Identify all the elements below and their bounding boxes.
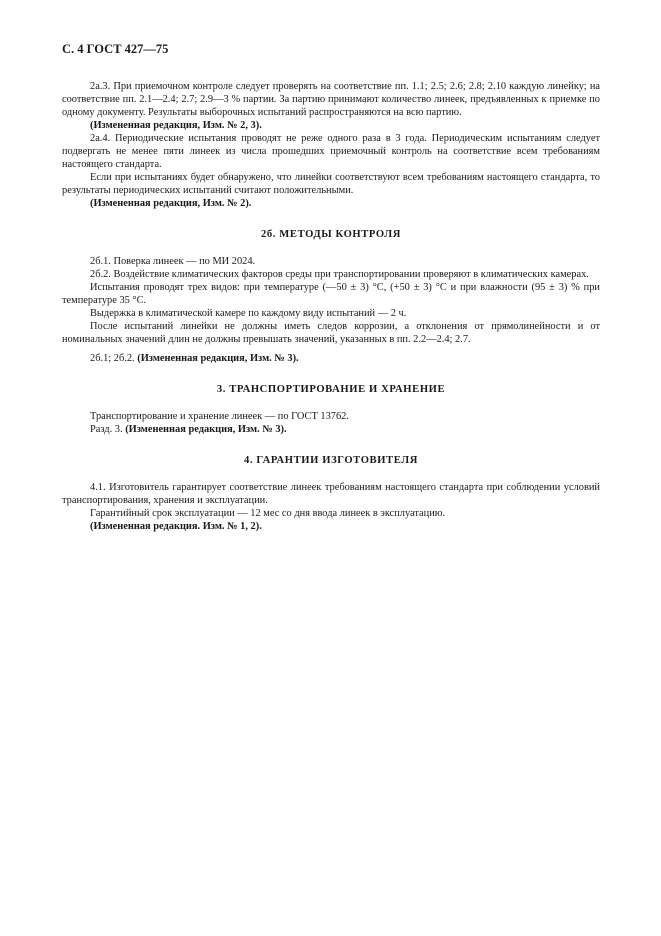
amendment-line-2b [62,352,600,365]
paragraph-2a4: 2а.4. Периодические испытания проводят не реже одного раза в 3 года. Периодическим испытаниям следует подвергать не менее пяти линеек из числа прошедших приемочный контроль на соответствие всем требованиям настоящего стандарта. [62,133,600,170]
paragraph-4-warranty: Гарантийный срок эксплуатации — 12 мес со дня ввода линеек в эксплуатацию. [90,508,446,519]
paragraph-2b1: 2б.1. Поверка линеек — по МИ 2024. [90,256,256,267]
amendment-note: (Измененная редакция, Изм. № 2, 3). [90,120,262,131]
amendment-line-3 [62,423,600,436]
section-title-2b: 2б. МЕТОДЫ КОНТРОЛЯ [261,229,401,240]
amendment-note: (Измененная редакция, Изм. № 3). [137,353,299,364]
amendment-ref: Разд. 3. [90,424,123,435]
document-page [62,42,600,533]
paragraph-2b2-after: После испытаний линейки не должны иметь следов коррозии, а отклонения от прямолинейности и от номинальных значений длин не должны превышать значений, указанных в пп. 2.2—2.4; 2.7. [62,321,600,345]
amendment-note: (Измененная редакция, Изм. № 2). [90,198,252,209]
paragraph-2b2: 2б.2. Воздействие климатических факторов среды при транспортировании проверяют в климатических камерах. [90,269,589,280]
amendment-ref: 2б.1; 2б.2. [90,353,135,364]
paragraph-2a3: 2а.3. При приемочном контроле следует проверять на соответствие пп. 1.1; 2.5; 2.6; 2.8; 2.10 каждую линейку; на соответствие пп. 2.1—2.4; 2.7; 2.9—3 % партии. За партию принимают количество линеек, предъявленных к приемке по одному документу. Результаты выборочных испытаний распространяются на всю партию. [62,81,600,118]
section-title-4: 4. ГАРАНТИИ ИЗГОТОВИТЕЛЯ [244,455,418,466]
amendment-note: (Измененная редакция, Изм. № 3). [125,424,287,435]
paragraph-2b2-tests: Испытания проводят трех видов: при температуре (—50 ± 3) °С, (+50 ± 3) °С и при влажности (95 ± 3) % при температуре 35 °С. [62,282,600,306]
amendment-note: (Измененная редакция. Изм. № 1, 2). [90,521,262,532]
paragraph-3: Транспортирование и хранение линеек — по ГОСТ 13762. [90,411,349,422]
paragraph-2b2-exposure: Выдержка в климатической камере по каждому виду испытаний — 2 ч. [90,308,407,319]
paragraph-2a4-cont: Если при испытаниях будет обнаружено, что линейки соответствуют всем требованиям настоящего стандарта, то результаты периодических испытаний считают положительными. [62,172,600,196]
section-title-3: 3. ТРАНСПОРТИРОВАНИЕ И ХРАНЕНИЕ [216,384,446,395]
paragraph-4-1: 4.1. Изготовитель гарантирует соответствие линеек требованиям настоящего стандарта при соблюдении условий транспортирования, хранения и эксплуатации. [62,482,600,506]
page-header: С. 4 ГОСТ 427—75 [62,42,169,56]
